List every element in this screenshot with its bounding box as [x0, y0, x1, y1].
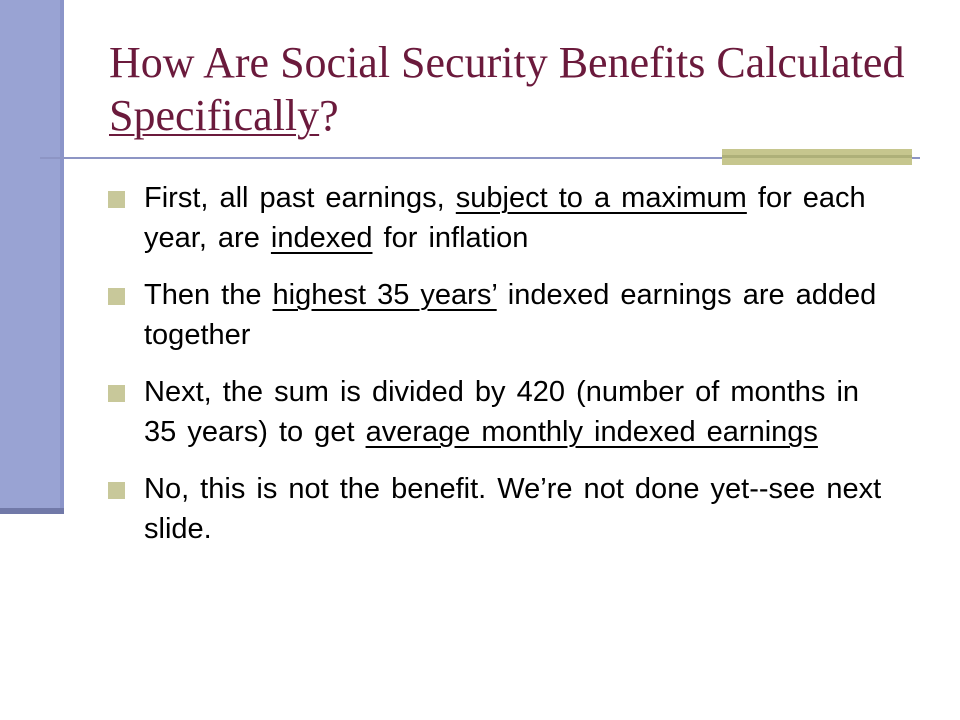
bullet-4-text-a: No, this is not the benefit. We’re not done yet--see next slide. [144, 473, 882, 545]
bullet-item-4 [106, 469, 886, 549]
square-bullet-icon [108, 385, 125, 402]
bullet-2-text-b: indexed earnings are added together [144, 279, 877, 351]
square-bullet-icon [108, 191, 125, 208]
title-text: How Are Social Security Benefits Calculated [109, 38, 905, 87]
bullet-3-underline-a: average monthly indexed earnings [365, 416, 818, 448]
bullet-list [106, 178, 886, 566]
square-bullet-icon [108, 288, 125, 305]
bullet-item-3 [106, 372, 886, 452]
side-decor-bar [0, 0, 64, 512]
bullet-1-text-b: for each year, are [144, 182, 866, 254]
title-question-mark: ? [319, 91, 339, 140]
side-decor-bar-shadow [0, 508, 64, 514]
bullet-2-text-a: Then the [144, 279, 273, 311]
bullet-2-underline-a: highest 35 years’ [272, 279, 497, 311]
bullet-1-underline-b: indexed [270, 222, 373, 254]
square-bullet-icon [108, 482, 125, 499]
bullet-1-text-a: First, all past earnings, [144, 182, 456, 214]
slide-title [109, 36, 929, 142]
title-underlined-word: Specifically [109, 91, 320, 140]
side-decor-bar-edge [60, 0, 64, 512]
bullet-1-underline-a: subject to a maximum [455, 182, 747, 214]
accent-bar-line [722, 155, 912, 158]
bullet-3-text-a: Next, the sum is divided by 420 (number of months in 35 years) to get [144, 376, 860, 448]
bullet-item-2 [106, 275, 886, 355]
bullet-item-1 [106, 178, 886, 258]
bullet-1-text-c: for inflation [372, 222, 529, 254]
